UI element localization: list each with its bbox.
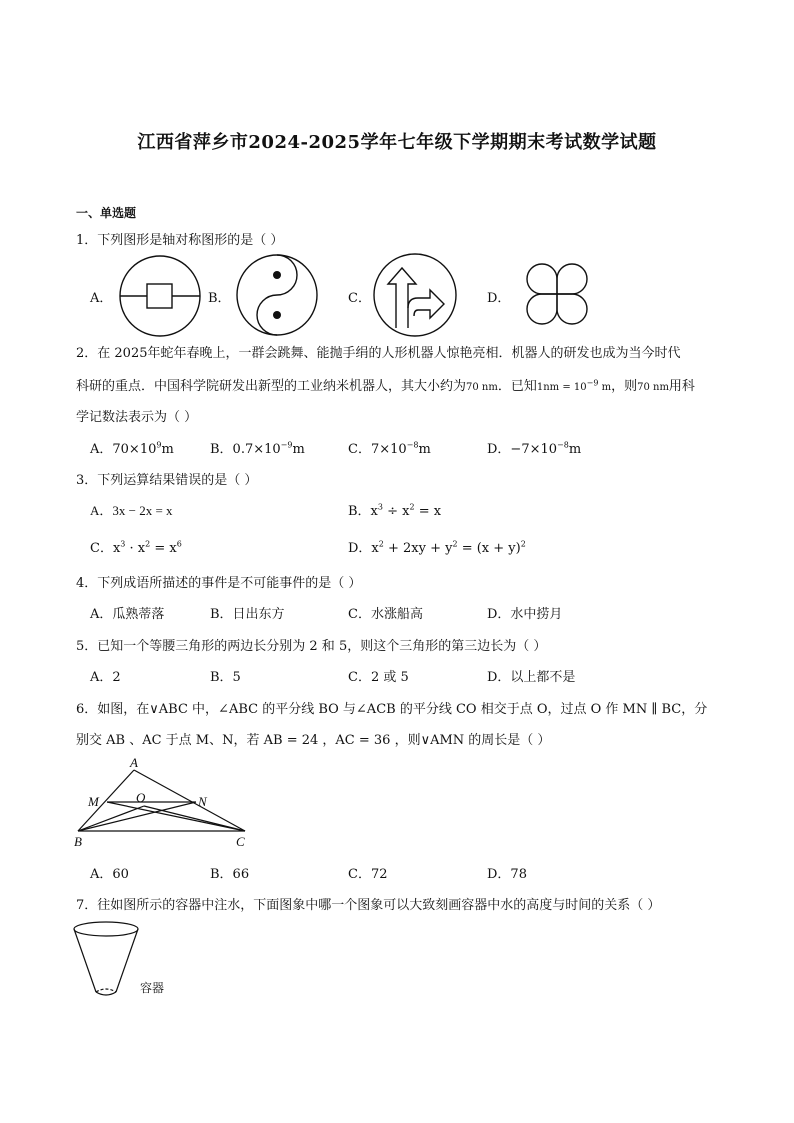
- q1-option-c-label: C．: [348, 291, 371, 306]
- pinwheel-figure: [512, 249, 602, 339]
- q2-option-a: A．$70\times 10^9m$: [90, 440, 174, 457]
- question-4-stem: 4．下列成语所描述的事件是不可能事件的是（ ）: [76, 576, 362, 591]
- q6-option-b: B．66: [210, 867, 250, 882]
- container-label: 容器: [140, 981, 165, 995]
- q2-option-b: B．$0.7\times 10^{-9}m$: [210, 440, 305, 457]
- point-c-label: C: [236, 834, 245, 849]
- q1-option-b-label: B．: [208, 291, 231, 306]
- q1-option-a-label: A．: [90, 291, 113, 306]
- q2-option-c: C．$7\times 10^{-8}m$: [348, 440, 431, 457]
- q3-option-b: B．$x^3 \div x^2 = x$: [348, 502, 442, 519]
- q6-option-c: C．72: [348, 867, 388, 882]
- q6-option-d: D．78: [487, 867, 527, 882]
- point-n-label: N: [198, 794, 207, 809]
- q1-option-d-label: D．: [487, 291, 511, 306]
- q3-option-a: A．3x − 2x = x: [90, 503, 173, 518]
- q5-option-a: A．2: [90, 670, 121, 685]
- point-a-label: A: [130, 755, 138, 770]
- q5-option-b: B．5: [210, 670, 241, 685]
- question-3-stem: 3．下列运算结果错误的是（ ）: [76, 473, 258, 488]
- q3-option-c: C．$x^3 \cdot x^2 = x^6$: [90, 539, 182, 556]
- arrow-sign-figure: [372, 252, 458, 338]
- section-heading: 一、单选题: [76, 206, 137, 220]
- q5-option-d: D．以上都不是: [487, 670, 576, 685]
- point-b-label: B: [74, 834, 82, 849]
- q3-option-d: D．$x^2 + 2xy + y^2 = (x + y)^2$: [348, 539, 526, 556]
- question-5-stem: 5．已知一个等腰三角形的两边长分别为 2 和 5，则这个三角形的第三边长为（ ）: [76, 639, 547, 654]
- question-2-line2: 科研的重点．中国科学院研发出新型的工业纳米机器人，其大小约为70 nm．已知$1nm = 10^{-9}$ m，则70 nm用科: [76, 378, 695, 394]
- q4-option-a: A．瓜熟蒂落: [90, 607, 165, 622]
- q4-option-b: B．日出东方: [210, 607, 285, 622]
- question-1-stem: 1．下列图形是轴对称图形的是（ ）: [76, 233, 284, 248]
- circle-square-figure: [118, 254, 202, 338]
- triangle-figure: [72, 756, 262, 852]
- question-7-stem: 7．往如图所示的容器中注水，下面图象中哪一个图象可以大致刻画容器中水的高度与时间的关系（ ）: [76, 898, 661, 913]
- q5-option-c: C．2 或 5: [348, 670, 409, 685]
- question-2-line3: 学记数法表示为（ ）: [76, 410, 198, 425]
- point-o-label: O: [136, 790, 146, 805]
- question-2-line1: 2．在 2025年蛇年春晚上，一群会跳舞、能抛手绢的人形机器人惊艳亮相．机器人的研发也成为当今时代: [76, 346, 681, 361]
- yin-yang-figure: [235, 253, 319, 337]
- point-m-label: M: [88, 794, 99, 809]
- question-6-line1: 6．如图，在∨ABC 中，∠ABC 的平分线 BO 与∠ACB 的平分线 CO 相交于点 O，过点 O 作 MN ∥ BC，分: [76, 702, 708, 717]
- q4-option-d: D．水中捞月: [487, 607, 563, 622]
- question-6-line2: 别交 AB 、AC 于点 M、N，若 AB = 24 ，AC = 36 ，则∨AMN 的周长是（ ）: [76, 733, 551, 748]
- q6-option-a: A．60: [90, 867, 129, 882]
- cup-container-figure: [72, 920, 142, 1000]
- q4-option-c: C．水涨船高: [348, 607, 423, 622]
- page-title: 江西省萍乡市2024-2025学年七年级下学期期末考试数学试题: [137, 132, 657, 153]
- q2-option-d: D．$-7\times 10^{-8}m$: [487, 440, 582, 457]
